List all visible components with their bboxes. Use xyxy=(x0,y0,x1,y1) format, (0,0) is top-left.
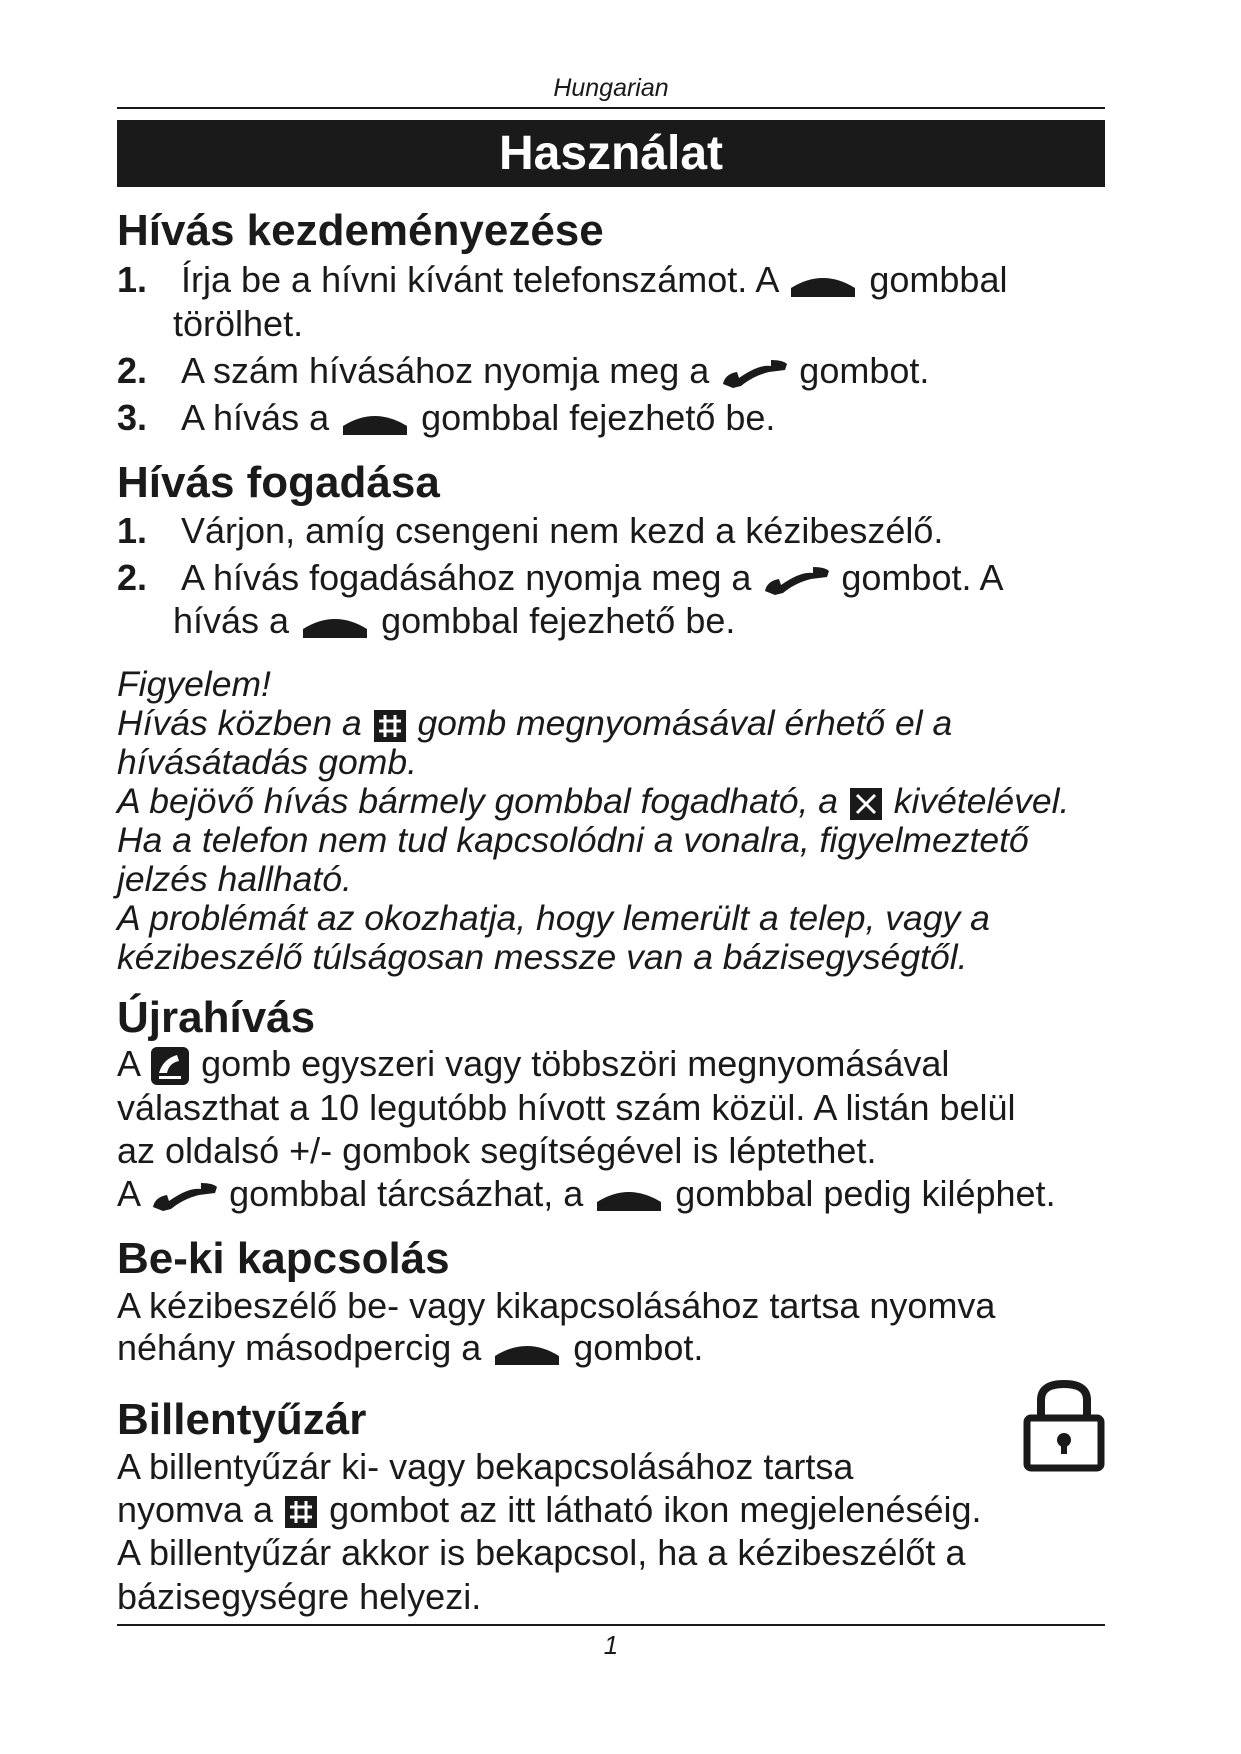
hash-key-icon xyxy=(283,1494,319,1530)
redial-line: választhat a 10 legutóbb hívott szám közül. A listán belül xyxy=(117,1087,1016,1128)
keylock-line: A billentyűzár akkor is bekapcsol, ha a kézibeszélőt a xyxy=(117,1532,966,1573)
body-text: gomb egyszeri vagy többszöri megnyomásával xyxy=(201,1043,950,1084)
heading-keylock: Billentyűzár xyxy=(117,1395,367,1444)
hangup-icon xyxy=(593,1180,665,1212)
hangup-icon xyxy=(491,1334,563,1366)
body-text: A xyxy=(117,1043,140,1084)
page-number: 1 xyxy=(603,1630,619,1660)
heading-make-call: Hívás kezdeményezése xyxy=(117,206,604,255)
heading-redial: Újrahívás xyxy=(117,993,316,1042)
note-text: kivételével. xyxy=(893,781,1070,821)
item-text: A hívás a xyxy=(181,397,330,438)
note-line: kézibeszélő túlságosan messze van a bázisegységtől. xyxy=(117,937,968,977)
item-text: gombot. A xyxy=(841,557,1004,598)
note-text: A bejövő hívás bármely gombbal fogadható, a xyxy=(117,781,838,821)
header-rule xyxy=(117,107,1105,109)
item-number: 3. xyxy=(117,397,148,438)
body-text: gombbal tárcsázhat, a xyxy=(229,1173,584,1214)
power-line: A kézibeszélő be- vagy kikapcsolásához tartsa nyomva xyxy=(117,1285,996,1326)
call-icon xyxy=(149,1179,219,1213)
call-icon xyxy=(761,563,831,597)
body-text: A xyxy=(117,1173,140,1214)
redial-icon xyxy=(149,1045,191,1087)
heading-power: Be-ki kapcsolás xyxy=(117,1234,450,1283)
keylock-line xyxy=(117,1489,982,1531)
note-line xyxy=(117,781,1069,822)
item-number: 1. xyxy=(117,510,148,551)
item-text: gombbal fejezhető be. xyxy=(421,397,776,438)
item-text: gombbal xyxy=(869,259,1008,300)
body-text: gombot az itt látható ikon megjelenéséig. xyxy=(329,1489,982,1530)
hangup-icon xyxy=(299,607,371,639)
item-text: Írja be a hívni kívánt telefonszámot. A xyxy=(181,259,778,300)
list-item-cont xyxy=(173,600,735,642)
item-text: hívás a xyxy=(173,600,290,641)
header-language: Hungarian xyxy=(553,74,669,102)
body-text: nyomva a xyxy=(117,1489,274,1530)
call-icon xyxy=(719,356,789,390)
item-number: 2. xyxy=(117,350,148,391)
item-text: gombbal fejezhető be. xyxy=(381,600,736,641)
note-line: A problémát az okozhatja, hogy lemerült a telep, vagy a xyxy=(117,898,990,938)
item-text-cont: törölhet. xyxy=(173,303,304,344)
body-text: gombbal pedig kiléphet. xyxy=(675,1173,1056,1214)
redial-line: az oldalsó +/- gombok segítségével is léptethet. xyxy=(117,1130,877,1171)
note-text: Hívás közben a xyxy=(117,703,362,743)
note-line: Ha a telefon nem tud kapcsolódni a vonalra, figyelmeztető xyxy=(117,820,1029,860)
hash-key-icon xyxy=(372,708,408,744)
list-item xyxy=(117,510,943,552)
mute-key-icon xyxy=(848,786,884,822)
hangup-icon xyxy=(339,404,411,436)
item-number: 2. xyxy=(117,557,148,598)
item-text: Várjon, amíg csengeni nem kezd a kézibeszélő. xyxy=(181,510,944,551)
body-text: gombot. xyxy=(573,1327,704,1368)
page-title: Használat xyxy=(117,120,1105,187)
redial-line xyxy=(117,1043,949,1087)
item-text: A szám hívásához nyomja meg a xyxy=(181,350,710,391)
note-text: gomb megnyomásával érhető el a xyxy=(417,703,953,743)
heading-receive-call: Hívás fogadása xyxy=(117,458,440,507)
power-line xyxy=(117,1327,703,1369)
note-title: Figyelem! xyxy=(117,664,271,704)
note-line: jelzés hallható. xyxy=(117,859,352,899)
lock-icon xyxy=(1023,1378,1105,1472)
note-line xyxy=(117,703,952,744)
list-item xyxy=(117,557,1004,599)
note-line: hívásátadás gomb. xyxy=(117,742,417,782)
redial-line xyxy=(117,1173,1056,1215)
footer-rule xyxy=(117,1624,1105,1626)
keylock-line: A billentyűzár ki- vagy bekapcsolásához tartsa xyxy=(117,1446,854,1487)
item-text: A hívás fogadásához nyomja meg a xyxy=(181,557,752,598)
body-text: néhány másodpercig a xyxy=(117,1327,482,1368)
list-item xyxy=(117,350,929,392)
keylock-line: bázisegységre helyezi. xyxy=(117,1576,482,1617)
hangup-icon xyxy=(787,266,859,298)
item-text: gombot. xyxy=(799,350,930,391)
list-item xyxy=(117,259,1007,301)
list-item xyxy=(117,397,775,439)
item-number: 1. xyxy=(117,259,148,300)
